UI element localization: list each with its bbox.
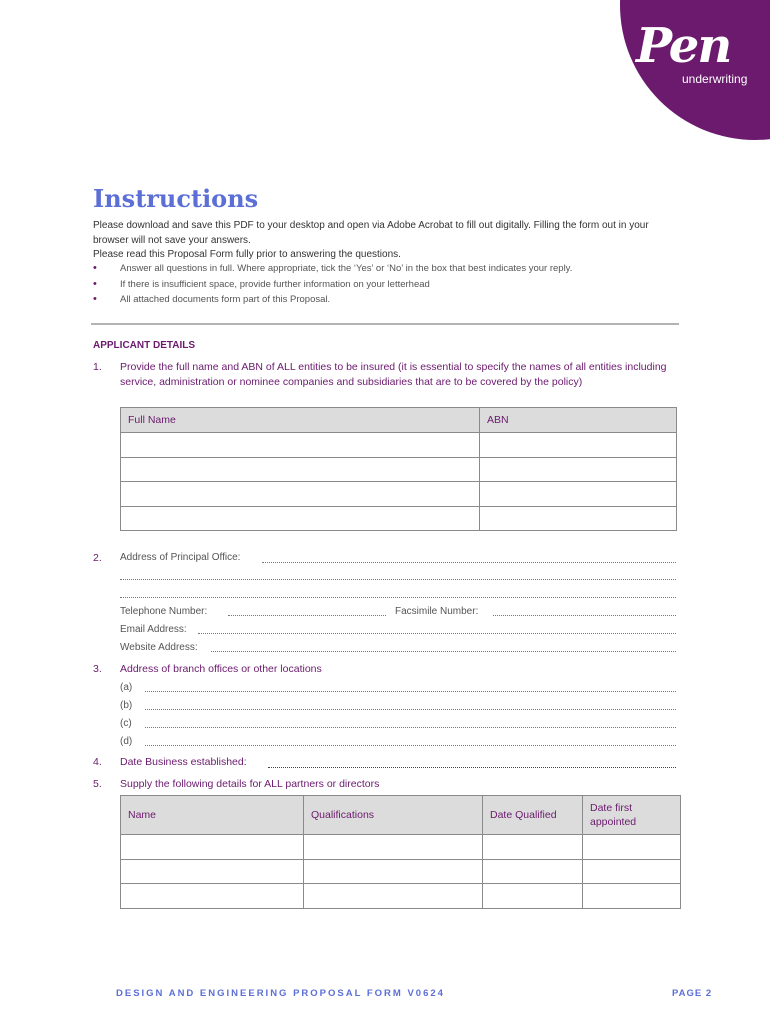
question-text: Provide the full name and ABN of ALL entities to be insured (it is essential to specify the names of all entities including service, administration or nominee companies and subsidiaries that are to be covered by the policy) (120, 361, 667, 388)
date-qualified-field[interactable] (483, 859, 583, 884)
instruction-list (93, 261, 683, 308)
branch-item-label: (a) (120, 682, 133, 693)
table-row (121, 433, 677, 458)
qualifications-field[interactable] (304, 835, 483, 860)
full-name-field[interactable] (121, 506, 480, 531)
directors-table (120, 795, 681, 909)
branch-field-a[interactable] (145, 691, 676, 692)
question-text: Address of branch offices or other locations (120, 663, 322, 675)
page-title: Instructions (93, 184, 259, 213)
director-name-field[interactable] (121, 835, 304, 860)
address-field[interactable] (262, 562, 676, 563)
full-name-field[interactable] (121, 457, 480, 482)
question-number: 2. (93, 552, 102, 564)
table-row (121, 506, 677, 531)
section-divider (91, 323, 679, 325)
branch-item-label: (b) (120, 700, 133, 711)
address-label: Address of Principal Office: (120, 552, 241, 563)
website-label: Website Address: (120, 642, 198, 653)
logo-wordmark: Pen (636, 18, 731, 74)
branch-field-b[interactable] (145, 709, 676, 710)
column-header-abn: ABN (480, 408, 677, 433)
branch-field-d[interactable] (145, 745, 676, 746)
date-appointed-field[interactable] (583, 884, 681, 909)
fax-label: Facsimile Number: (395, 606, 479, 617)
full-name-field[interactable] (121, 433, 480, 458)
question-number: 1. (93, 361, 102, 373)
abn-field[interactable] (480, 457, 677, 482)
branch-item-label: (c) (120, 718, 132, 729)
date-established-field[interactable] (268, 767, 676, 768)
column-header-full-name: Full Name (121, 408, 480, 433)
question-number: 4. (93, 756, 102, 768)
table-row (121, 884, 681, 909)
branch-field-c[interactable] (145, 727, 676, 728)
intro-text (93, 219, 683, 263)
column-header-date-appointed: Date first appointed (583, 796, 681, 835)
column-header-name: Name (121, 796, 304, 835)
address-field-line-3[interactable] (120, 597, 676, 598)
table-row (121, 482, 677, 507)
email-field[interactable] (198, 633, 676, 634)
intro-line: Please read this Proposal Form fully prior to answering the questions. (93, 249, 401, 260)
instruction-item: • If there is insufficient space, provide further information on your letterhead (93, 277, 683, 293)
footer-form-name: DESIGN AND ENGINEERING PROPOSAL FORM V0624 (116, 988, 445, 999)
instruction-item: • All attached documents form part of this Proposal. (93, 292, 683, 308)
question-number: 5. (93, 778, 102, 790)
director-name-field[interactable] (121, 859, 304, 884)
full-name-field[interactable] (121, 482, 480, 507)
question-number: 3. (93, 663, 102, 675)
address-field-line-2[interactable] (120, 579, 676, 580)
telephone-field[interactable] (228, 615, 386, 616)
table-row (121, 835, 681, 860)
section-title: APPLICANT DETAILS (93, 340, 196, 351)
instruction-item: • Answer all questions in full. Where appropriate, tick the ‘Yes’ or ‘No’ in the box that best indicates your reply. (93, 261, 683, 277)
date-qualified-field[interactable] (483, 835, 583, 860)
intro-line: Please download and save this PDF to your desktop and open via Adobe Acrobat to fill out digitally. Filling the form out in your browser will not save your answers. (93, 220, 649, 246)
column-header-date-qualified: Date Qualified (483, 796, 583, 835)
entities-table (120, 407, 677, 531)
director-name-field[interactable] (121, 884, 304, 909)
website-field[interactable] (211, 651, 676, 652)
table-row (121, 457, 677, 482)
abn-field[interactable] (480, 482, 677, 507)
question-text: Supply the following details for ALL partners or directors (120, 778, 380, 790)
question-text: Date Business established: (120, 756, 247, 768)
date-qualified-field[interactable] (483, 884, 583, 909)
logo-subtitle: underwriting (682, 72, 748, 86)
qualifications-field[interactable] (304, 859, 483, 884)
date-appointed-field[interactable] (583, 835, 681, 860)
branch-item-label: (d) (120, 736, 133, 747)
table-row (121, 859, 681, 884)
footer-page-number: PAGE 2 (672, 988, 713, 999)
date-appointed-field[interactable] (583, 859, 681, 884)
abn-field[interactable] (480, 433, 677, 458)
column-header-qualifications: Qualifications (304, 796, 483, 835)
qualifications-field[interactable] (304, 884, 483, 909)
email-label: Email Address: (120, 624, 187, 635)
telephone-label: Telephone Number: (120, 606, 208, 617)
fax-field[interactable] (493, 615, 676, 616)
abn-field[interactable] (480, 506, 677, 531)
